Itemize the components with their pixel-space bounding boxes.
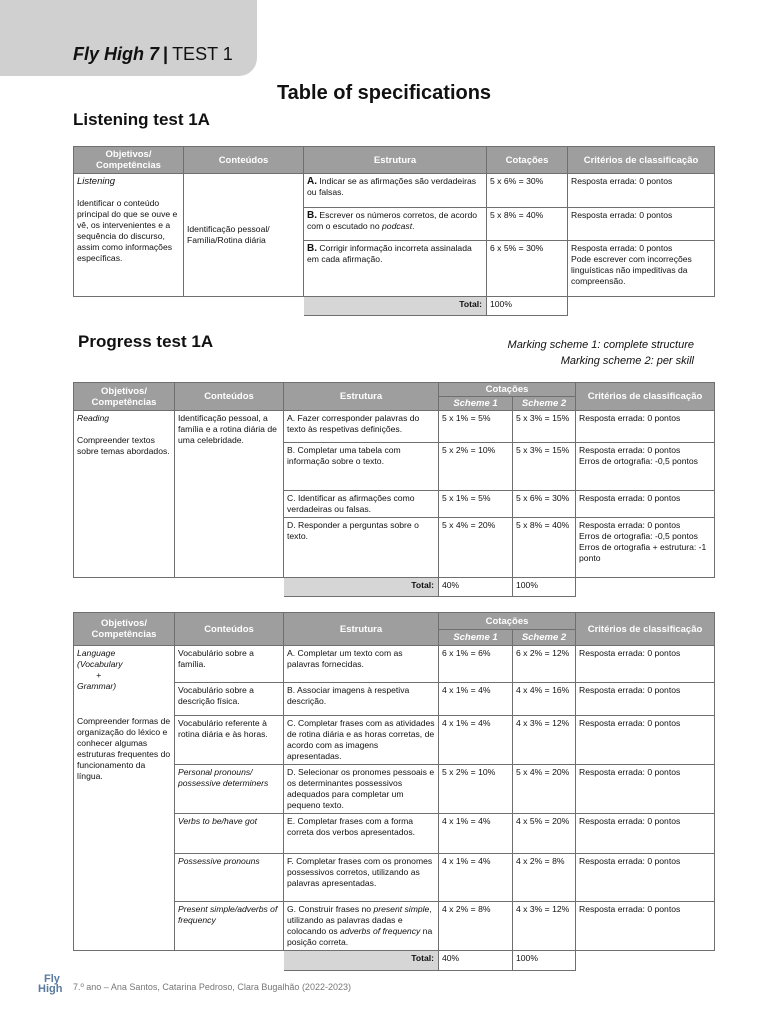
col-header-criteria: Critérios de classificação [576,613,715,646]
col-header-scores: Cotações [487,147,568,174]
table-row [74,411,715,443]
scheme-2-cell: 5 x 6% = 30% [513,491,576,518]
criteria-cell: Resposta errada: 0 pontos Erros de ortografia: -0,5 pontos [576,443,715,491]
criteria-cell: Resposta errada: 0 pontos [576,902,715,951]
scheme-2-cell: 4 x 5% = 20% [513,814,576,854]
scheme-2-cell: 5 x 3% = 15% [513,443,576,491]
col-header-contents: Conteúdos [184,147,304,174]
col-header-criteria: Critérios de classificação [576,383,715,411]
reading-table [73,382,715,597]
criteria-cell: Resposta errada: 0 pontos [576,814,715,854]
structure-cell: D. Selecionar os pronomes pessoais e os determinantes possessivos adequados para completar um pequeno texto. [284,765,439,814]
content-cell: Vocabulário referente à rotina diária e às horas. [175,716,284,765]
structure-cell: B. Completar uma tabela com informação sobre o texto. [284,443,439,491]
scheme-1-cell: 6 x 1% = 6% [439,646,513,683]
col-header-structure: Estrutura [304,147,487,174]
structure-cell: E. Completar frases com a forma correta dos verbos apresentados. [284,814,439,854]
structure-cell: C. Identificar as afirmações como verdadeiras ou falsas. [284,491,439,518]
criteria-cell: Resposta errada: 0 pontos Pode escrever com incorreções linguísticas não impeditivas da compreensão. [568,241,715,297]
structure-cell: C. Completar frases com as atividades de rotina diária e as horas corretas, de acordo com as imagens apresentadas. [284,716,439,765]
score-cell: 6 x 5% = 30% [487,241,568,297]
total-scheme-2: 100% [513,578,576,597]
col-header-objectives: Objetivos/ Competências [74,383,175,411]
objective-cell [74,646,175,951]
content-cell: Personal pronouns/ possessive determiners [175,765,284,814]
criteria-cell: Resposta errada: 0 pontos [576,683,715,716]
scheme-2-cell: 4 x 2% = 8% [513,854,576,902]
col-header-contents: Conteúdos [175,383,284,411]
objective-text: Identificar o conteúdo principal do que se ouve e vê, os intervenientes e a sequência do discurso, assim como informações específicas. [77,198,178,263]
total-row [74,951,715,971]
col-header-criteria: Critérios de classificação [568,147,715,174]
objective-cell [74,174,184,297]
scheme-note-2: Marking scheme 2: per skill [560,355,694,367]
page-title: Table of specifications [276,82,492,104]
total-label: Total: [459,299,482,309]
col-header-objectives: Objetivos/ Competências [74,613,175,646]
col-header-objectives: Objetivos/ Competências [74,147,184,174]
col-header-structure: Estrutura [284,383,439,411]
total-row [74,297,715,316]
col-header-scheme-1: Scheme 1 [439,397,513,411]
criteria-cell: Resposta errada: 0 pontos [576,646,715,683]
col-header-contents: Conteúdos [175,613,284,646]
content-cell: Identificação pessoal/ Família/Rotina diária [184,174,304,297]
scheme-1-cell: 4 x 2% = 8% [439,902,513,951]
listening-table [73,146,715,316]
objective-title: Reading [77,413,110,423]
header-separator: | [163,44,169,64]
scheme-1-cell: 5 x 1% = 5% [439,491,513,518]
total-scheme-1: 40% [439,951,513,971]
col-header-scores: Cotações [439,613,576,630]
objective-text: Compreender formas de organização do léxico e conhecer algumas estruturas frequentes do funcionamento da língua. [77,716,171,781]
language-table [73,612,715,971]
footer-credits: 7.º ano – Ana Santos, Catarina Pedroso, Clara Bugalhão (2022-2023) [73,982,351,992]
criteria-cell: Resposta errada: 0 pontos [576,491,715,518]
progress-section-title: Progress test 1A [78,332,214,351]
logo-word-high: High [38,983,63,995]
scheme-2-cell: 5 x 3% = 15% [513,411,576,443]
listening-section-title: Listening test 1A [73,110,210,129]
scheme-2-cell: 4 x 3% = 12% [513,716,576,765]
col-header-scheme-1: Scheme 1 [439,630,513,646]
criteria-cell: Resposta errada: 0 pontos Erros de ortografia: -0,5 pontos Erros de ortografia + estrutura: -1 ponto [576,518,715,578]
table-row [74,174,715,208]
header-title [73,44,233,65]
objective-title: Listening [77,176,116,187]
score-cell: 5 x 6% = 30% [487,174,568,208]
test-label: TEST 1 [172,44,233,64]
listening-header-row [74,147,715,174]
content-cell: Vocabulário sobre a descrição física. [175,683,284,716]
content-cell: Identificação pessoal, a família e a rotina diária de uma celebridade. [175,411,284,578]
structure-cell: B. Associar imagens à respetiva descrição. [284,683,439,716]
col-header-scheme-2: Scheme 2 [513,630,576,646]
total-scheme-1: 40% [439,578,513,597]
content-cell: Possessive pronouns [175,854,284,902]
language-header-row [74,613,715,630]
scheme-1-cell: 4 x 1% = 4% [439,814,513,854]
structure-cell: B. Escrever os números corretos, de acordo com o escutado no podcast. [304,208,487,241]
table-row [74,646,715,683]
content-cell: Present simple/adverbs of frequency [175,902,284,951]
structure-cell: F. Completar frases com os pronomes possessivos corretos, utilizando as palavras apresentadas. [284,854,439,902]
criteria-cell: Resposta errada: 0 pontos [576,854,715,902]
scheme-1-cell: 5 x 2% = 10% [439,443,513,491]
scheme-2-cell: 5 x 8% = 40% [513,518,576,578]
scheme-1-cell: 5 x 1% = 5% [439,411,513,443]
structure-cell: A. Fazer corresponder palavras do texto às respetivas definições. [284,411,439,443]
scheme-1-cell: 5 x 4% = 20% [439,518,513,578]
book-title: Fly High 7 [73,44,160,64]
scheme-1-cell: 4 x 1% = 4% [439,716,513,765]
criteria-cell: Resposta errada: 0 pontos [576,716,715,765]
structure-cell: D. Responder a perguntas sobre o texto. [284,518,439,578]
col-header-scheme-2: Scheme 2 [513,397,576,411]
col-header-structure: Estrutura [284,613,439,646]
content-cell: Verbs to be/have got [175,814,284,854]
scheme-1-cell: 4 x 1% = 4% [439,854,513,902]
col-header-scores: Cotações [439,383,576,397]
criteria-cell: Resposta errada: 0 pontos [576,765,715,814]
objective-title: Language (Vocabulary + Grammar) [77,648,123,691]
objective-text: Compreender textos sobre temas abordados. [77,435,170,456]
logo-word-fly: Fly [44,973,60,985]
scheme-1-cell: 4 x 1% = 4% [439,683,513,716]
scheme-1-cell: 5 x 2% = 10% [439,765,513,814]
structure-cell: G. Construir frases no present simple, utilizando as palavras dadas e colocando os adverbs of frequency na posição correta. [284,902,439,951]
structure-cell: A. Completar um texto com as palavras fornecidas. [284,646,439,683]
criteria-cell: Resposta errada: 0 pontos [568,208,715,241]
criteria-cell: Resposta errada: 0 pontos [576,411,715,443]
scheme-note [508,337,694,369]
objective-cell [74,411,175,578]
criteria-cell: Resposta errada: 0 pontos [568,174,715,208]
total-row [74,578,715,597]
scheme-note-1: Marking scheme 1: complete structure [507,339,694,351]
total-scheme-2: 100% [513,951,576,971]
content-cell: Vocabulário sobre a família. [175,646,284,683]
structure-cell: B. Corrigir informação incorreta assinalada em cada afirmação. [304,241,487,297]
scheme-2-cell: 4 x 4% = 16% [513,683,576,716]
score-cell: 5 x 8% = 40% [487,208,568,241]
structure-cell: A. Indicar se as afirmações são verdadeiras ou falsas. [304,174,487,208]
reading-header-row [74,383,715,397]
total-label: Total: [411,953,434,963]
total-label: Total: [411,580,434,590]
scheme-2-cell: 6 x 2% = 12% [513,646,576,683]
scheme-2-cell: 4 x 3% = 12% [513,902,576,951]
fly-high-logo [38,974,62,994]
total-value: 100% [487,297,568,316]
scheme-2-cell: 5 x 4% = 20% [513,765,576,814]
